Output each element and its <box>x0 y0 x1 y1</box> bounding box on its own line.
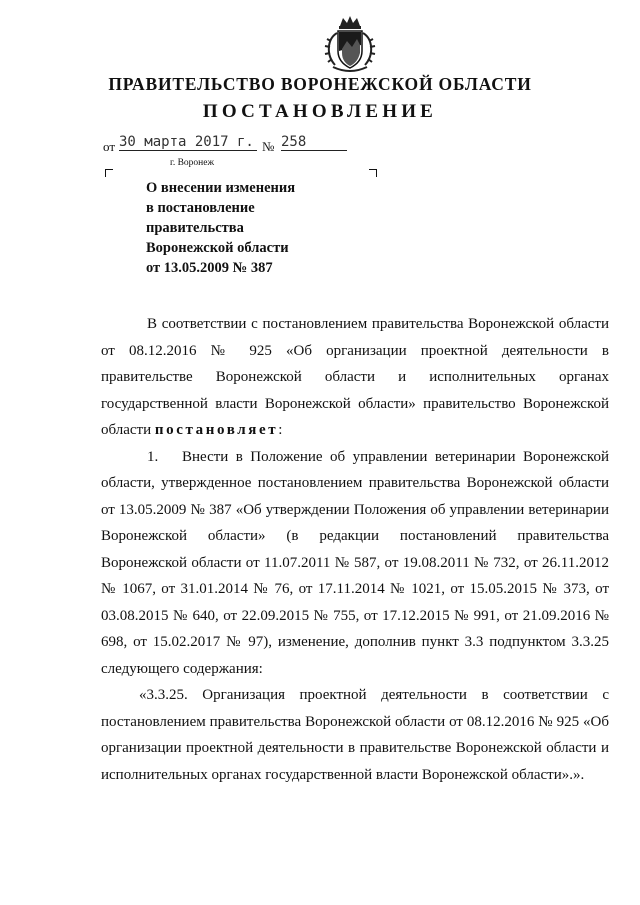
item-1-paragraph <box>101 444 609 683</box>
quote-text: «3.3.25. Организация проектной деятельности в соответствии с постановлением правительства Воронежской области от 08.12.2016 № 925 «Об организации проектной деятельности в правительстве Воронежской области и исполнительных органах государственной власти Воронежской области».». <box>101 687 609 783</box>
government-title: ПРАВИТЕЛЬСТВО ВОРОНЕЖСКОЙ ОБЛАСТИ <box>108 74 532 94</box>
document-subject: О внесении изменения в постановление правительства Воронежской области от 13.05.2009 № 387 <box>146 180 296 276</box>
coat-of-arms-emblem <box>323 15 377 73</box>
date-field <box>119 134 257 151</box>
number-value: 258 <box>281 134 347 151</box>
preamble-paragraph <box>101 311 609 444</box>
number-field <box>281 134 347 151</box>
quote-paragraph <box>101 682 609 788</box>
date-prefix: от <box>103 139 116 154</box>
item-number: 1. <box>147 448 159 465</box>
document-type-title: ПОСТАНОВЛЕНИЕ <box>202 101 438 122</box>
decree-word: постановляет <box>154 422 279 438</box>
decree-colon: : <box>278 422 283 438</box>
preamble-text: В соответствии с постановлением правительства Воронежской области от 08.12.2016 № 925 «Об организации проектной деятельности в правительстве Воронежской области и исполнительных органах государственной власти Воронежской области» правительство Воронежской области <box>101 316 609 438</box>
left-corner-mark <box>105 169 113 177</box>
number-sign: № <box>262 139 275 154</box>
document-body <box>101 311 609 788</box>
right-corner-mark <box>369 169 377 177</box>
city-label: г. Воронеж <box>170 158 215 168</box>
item-text: Внести в Положение об управлении ветеринарии Воронежской области, утвержденное постановлением правительства Воронежской области от 13.05.2009 № 387 «Об утверждении Положения об управлении ветеринарии Воронежской области» (в редакции постановлений правительства Воронежской области от 11.07.2011 № 587, от 19.08.2011 № 732, от 26.11.2012 № 1067, от 31.01.2014 № 76, от 17.11.2014 № 1021, от 15.05.2015 № 373, от 03.08.2015 № 640, от 22.09.2015 № 755, от 17.12.2015 № 991, от 21.09.2016 № 698, от 15.02.2017 № 97), изменение, дополнив пункт 3.3 подпунктом 3.3.25 следующего содержания: <box>101 448 609 677</box>
date-value: 30 марта 2017 г. <box>119 134 257 151</box>
